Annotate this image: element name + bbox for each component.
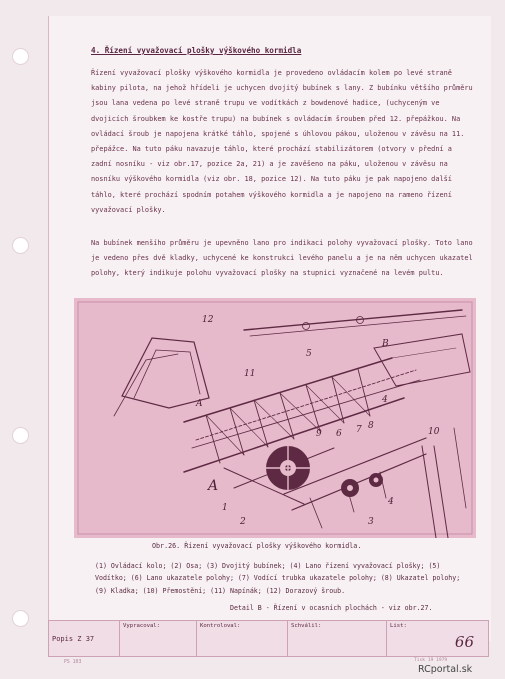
callout-label: 3 [368,517,374,527]
callout-label: A [196,399,203,409]
callout-label: A [208,478,219,494]
callout-label: 12 [202,315,214,325]
print-stamp: Tisk 19 1979 [414,658,448,663]
punch-hole [12,237,29,254]
callout-label: 6 [336,429,342,439]
approved-by-field: Schválil: [288,621,387,656]
callout-label: 9 [316,429,322,439]
document-code: Popis Z 37 [49,621,120,656]
callout-label: 7 [356,425,362,435]
figure-legend: (1) Ovládací kolo; (2) Osa; (3) Dvojitý bubínek; (4) Lano řízení vyvažovací plošky; (5) Vodítko; (6) Lano ukazatele polohy; (7) Vodící trubka ukazatele polohy; (8) Ukazatel polohy; (9) Kladka; (10) Přemostění; (11) Napínák; (12) Dorazový šroub. [95,562,461,595]
sheet-field [387,621,488,656]
callout-label: 1 [222,503,228,513]
callout-label: 8 [368,421,374,431]
control-linkage-drawing [74,298,476,538]
punch-hole [12,427,29,444]
callout-label: 5 [306,349,312,359]
callout-label: 2 [240,517,246,527]
site-watermark: RCportal.sk [418,664,473,675]
prepared-by-field: Vypracoval: [120,621,197,656]
punch-hole [12,48,29,65]
callout-label: 10 [428,427,440,437]
punch-hole [12,610,29,627]
handwheel-drawing [266,446,310,490]
page-number: 66 [454,633,474,651]
figure-caption: Obr.26. Řízení vyvažovací plošky výškového kormidla. [152,542,362,550]
technical-illustration [74,298,476,538]
body-paragraph: Řízení vyvažovací plošky výškového kormidla je provedeno ovládacím kolem po levé straně kabiny pilota, na jehož hřídeli je uchycen dvojitý bubínek s lany. Z bubínku většího průměru jsou lana vedena po levé straně trupu ve vodítkách z bowdenové hadice, (uchyceným ve dvojicích šroubkem ke kostře trupu) na bubínek s ovládacím šroubem před 12. přepážkou. Na ovládací šroub je napojena krátké táhlo, spojené s úhlovou pákou, uloženou v závěsu na 11. přepážce. Na tuto páku navazuje táhlo, které prochází stabilizátorem (otvory v přední a zadní nosníku - viz obr.17, pozice 2a, 21) a je zavěšeno na páku, uloženou v závěsu na nosníku výškového kormidla (viz obr. 18, pozice 12). Na tuto páku je pak napojeno další táhlo, které prochází spodním potahem výškového kormidla a je napojeno na rameno řízení vyvažovací plošky. [91,69,473,214]
detail-note: Detail B - Řízení v ocasních plochách - viz obr.27. [230,604,433,612]
title-block [48,620,489,657]
print-stamp: PS 103 [64,660,82,665]
body-paragraph: Na bubínek menšího průměru je upevněno lano pro indikaci polohy vyvažovací plošky. Toto lano je vedeno přes dvě kladky, uchycené ke konstrukci levého panelu a je na něm uchycen ukazatel polohy, který indikuje polohu vyvažovací plošky na stupnici vyznačené na levém pultu. [91,239,473,278]
section-title: 4. Řízení vyvažovací plošky výškového kormidla [91,46,302,55]
sheet-label: List: [390,623,407,629]
checked-by-field: Kontroloval: [197,621,288,656]
callout-label: 11 [244,369,256,379]
callout-label: 4 [382,395,388,405]
callout-label: 4 [388,497,394,507]
callout-label: B [382,339,389,349]
